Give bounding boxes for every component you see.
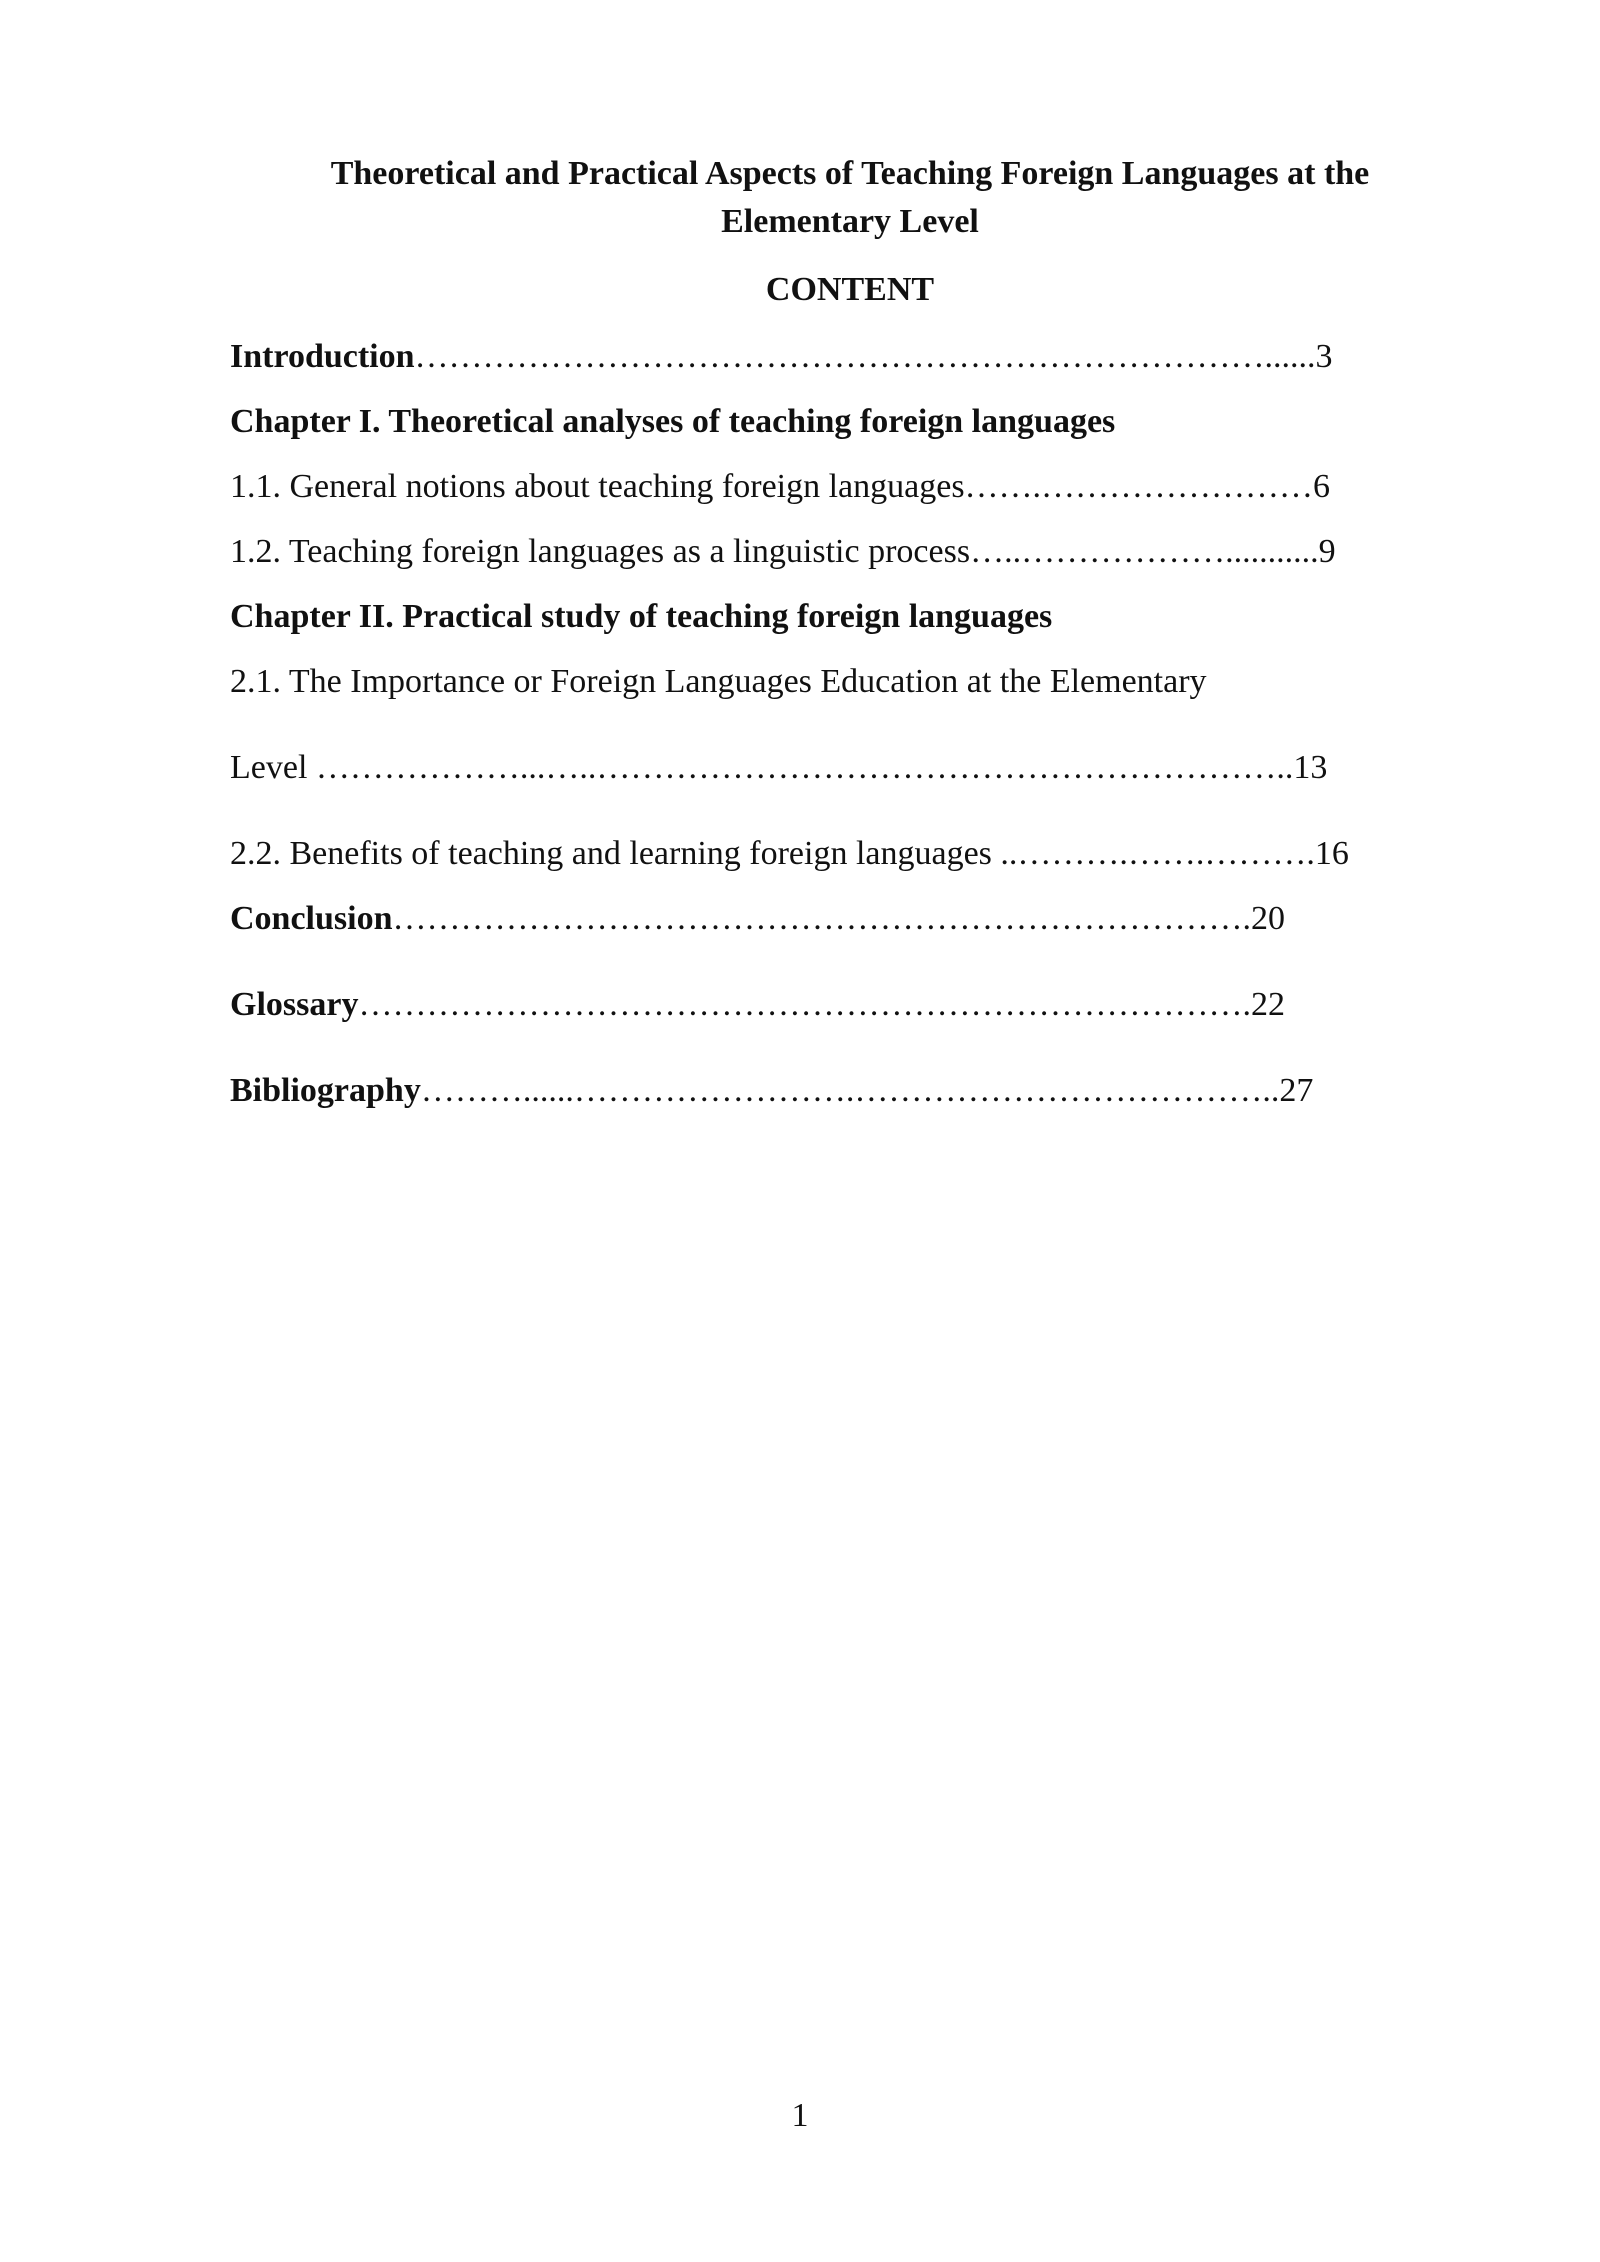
toc-introduction-leader: …………………………………………………………………......3	[414, 338, 1333, 375]
content-heading: CONTENT	[765, 271, 935, 308]
toc-glossary-label: Glossary	[230, 986, 359, 1023]
toc-conclusion-label: Conclusion	[230, 900, 393, 937]
toc-entry-section-2-1-line-2: Level ………………...…..……………………………………………………..13	[230, 749, 1328, 786]
toc-entry-chapter-2: Chapter II. Practical study of teaching foreign languages	[230, 598, 1053, 635]
toc-bibliography-leader: ………......…………………….………………………………..27	[420, 1072, 1314, 1109]
toc-introduction-label: Introduction	[230, 338, 415, 375]
document-title-line-1: Theoretical and Practical Aspects of Teaching Foreign Languages at the	[330, 155, 1370, 192]
toc-entry-section-2-1-line-1: 2.1. The Importance or Foreign Languages Education at the Elementary	[230, 663, 1207, 700]
toc-entry-section-2-2: 2.2. Benefits of teaching and learning foreign languages ..……….…….……….16	[230, 835, 1349, 872]
toc-bibliography-label: Bibliography	[230, 1072, 421, 1109]
toc-entry-chapter-1: Chapter I. Theoretical analyses of teaching foreign languages	[230, 403, 1116, 440]
toc-entry-introduction	[230, 333, 1333, 381]
toc-conclusion-leader: ………………………………………………………………….20	[392, 900, 1285, 937]
toc-glossary-leader: …………………………………………………………………….22	[358, 986, 1285, 1023]
toc-entry-section-1-1: 1.1. General notions about teaching foreign languages…….……………………6	[230, 468, 1331, 505]
toc-entry-bibliography	[230, 1067, 1313, 1115]
toc-entry-glossary	[230, 981, 1285, 1029]
page-number: 1	[791, 2097, 809, 2134]
toc-entry-section-1-2: 1.2. Teaching foreign languages as a linguistic process…..………………...........9	[230, 533, 1336, 570]
toc-entry-conclusion	[230, 895, 1285, 943]
document-title-line-2: Elementary Level	[721, 203, 979, 240]
document-title	[230, 150, 1470, 246]
